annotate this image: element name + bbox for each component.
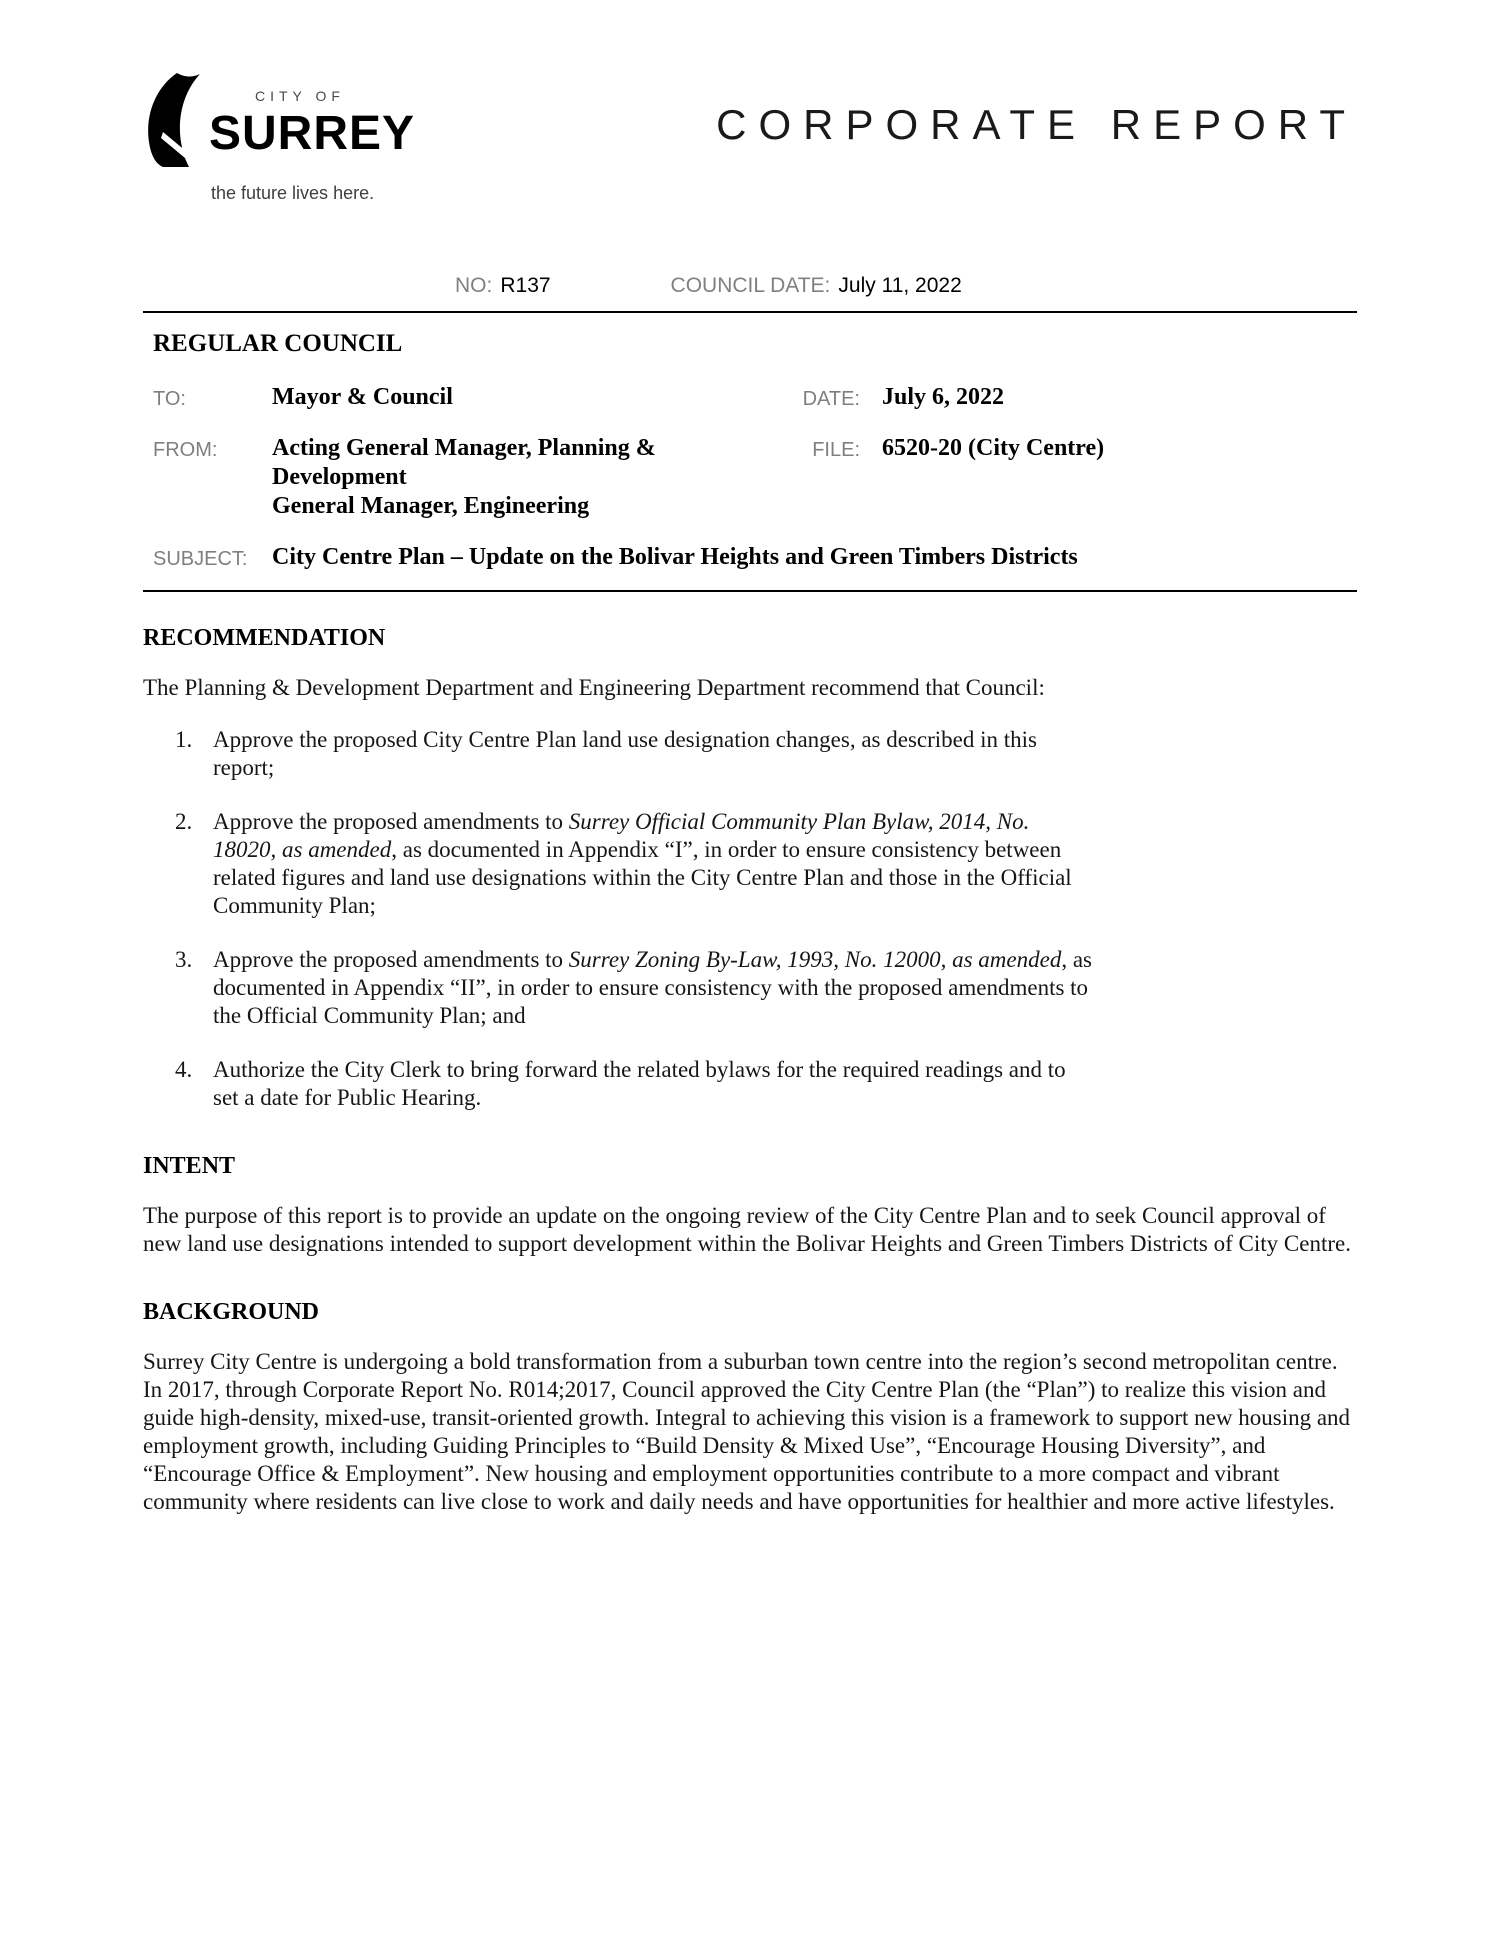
item-text: Approve the proposed amendments to Surrey Official Community Plan Bylaw, 2014, No. 18020, as amended, as documented in Appendix “I”, in order to ensure consistency between related figures and land use designations within the City Centre Plan and those in the Official Community Plan;	[213, 809, 1072, 918]
logo-city-of: CITY OF	[255, 88, 345, 104]
subject-divider	[143, 590, 1357, 592]
recommendation-item	[175, 808, 1357, 920]
subject-row	[153, 543, 1357, 572]
intent-heading: INTENT	[143, 1153, 236, 1179]
file-label: FILE:	[812, 439, 860, 461]
background-heading: BACKGROUND	[143, 1299, 320, 1325]
surrey-logo-text	[209, 72, 415, 158]
file-value: 6520-20 (City Centre)	[882, 435, 1105, 461]
from-value	[272, 434, 772, 521]
recommendation-list	[175, 726, 1357, 1112]
report-no-label: NO:	[455, 274, 493, 297]
recommendation-item	[175, 1056, 1357, 1112]
to-row	[153, 383, 1357, 412]
logo-name: SURREY	[209, 107, 416, 160]
recommendation-item	[175, 726, 1357, 782]
intent-body: The purpose of this report is to provide an update on the ongoing review of the City Centre Plan and to seek Council approval of new land use designations intended to support development within the Bolivar Heights and Green Timbers Districts of City Centre.	[143, 1203, 1351, 1256]
background-section	[143, 1298, 1357, 1516]
item-text: Authorize the City Clerk to bring forward the related bylaws for the required readings and to set a date for Public Hearing.	[213, 1057, 1066, 1110]
subject-label: SUBJECT:	[153, 548, 248, 570]
surrey-logo-row	[143, 72, 415, 175]
from-row	[153, 434, 1357, 521]
to-label: TO:	[153, 388, 186, 410]
council-date-value: July 11, 2022	[838, 274, 962, 297]
report-meta-row	[143, 273, 1357, 299]
council-date	[671, 273, 962, 299]
subject-value: City Centre Plan – Update on the Bolivar Heights and Green Timbers Districts	[272, 544, 1078, 570]
to-value: Mayor & Council	[272, 384, 453, 410]
date-value: July 6, 2022	[882, 384, 1005, 410]
report-number	[455, 273, 551, 299]
top-divider	[143, 311, 1357, 313]
recommendation-heading: RECOMMENDATION	[143, 625, 386, 651]
council-type-heading: REGULAR COUNCIL	[153, 330, 403, 357]
item-number: 4.	[175, 1057, 193, 1082]
from-label: FROM:	[153, 439, 218, 461]
recommendation-section	[143, 624, 1357, 1112]
council-date-label: COUNCIL DATE:	[670, 274, 831, 297]
surrey-leaf-icon	[143, 72, 201, 175]
from-value-line1: Acting General Manager, Planning & Development	[272, 435, 656, 490]
item-number: 2.	[175, 809, 193, 834]
item-number: 1.	[175, 727, 193, 752]
item-number: 3.	[175, 947, 193, 972]
report-header	[143, 72, 1357, 207]
from-value-line2: General Manager, Engineering	[272, 493, 590, 519]
report-no-value: R137	[500, 274, 551, 297]
recommendation-item	[175, 946, 1357, 1030]
logo-tagline: the future lives here.	[211, 183, 375, 203]
background-body: Surrey City Centre is undergoing a bold transformation from a suburban town centre into the region’s second metropolitan centre. In 2017, through Corporate Report No. R014;2017, Council approved the City Centre Plan (the “Plan”) to realize this vision and guide high-density, mixed-use, transit-oriented growth. Integral to achieving this vision is a framework to support new housing and employment growth, including Guiding Principles to “Build Density & Mixed Use”, “Encourage Housing Diversity”, and “Encourage Office & Employment”. New housing and employment opportunities contribute to a more compact and vibrant community where residents can live close to work and daily needs and have opportunities for healthier and more active lifestyles.	[143, 1349, 1351, 1514]
report-title: CORPORATE REPORT	[716, 101, 1357, 148]
item-text: Approve the proposed amendments to Surrey Zoning By-Law, 1993, No. 12000, as amended, as documented in Appendix “II”, in order to ensure consistency with the proposed amendments to the Official Community Plan; and	[213, 947, 1093, 1028]
date-label: DATE:	[802, 388, 860, 410]
recommendation-intro: The Planning & Development Department and Engineering Department recommend that Council:	[143, 675, 1045, 700]
surrey-logo	[143, 72, 415, 207]
report-fields	[143, 383, 1357, 572]
item-text: Approve the proposed City Centre Plan land use designation changes, as described in this report;	[213, 727, 1037, 780]
intent-section	[143, 1152, 1357, 1258]
